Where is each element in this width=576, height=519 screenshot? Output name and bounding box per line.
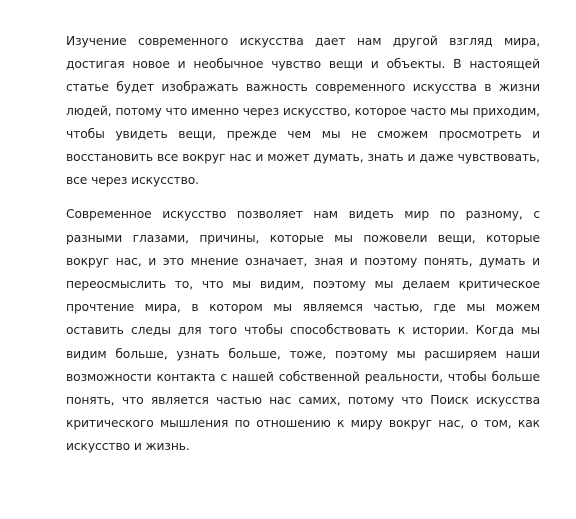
paragraph-1: Изучение современного искусства дает нам другой взгляд мира, достигая новое и необычное чувство вещи и объекты. В настоящей статье будет изображать важность современного искусства в жизни людей, потому что именно через искусство, которое часто мы приходим, чтобы увидеть вещи, прежде чем мы не сможем просмотреть и восстановить все вокруг нас и может думать, знать и даже чувствовать, все через искусство.: [66, 34, 540, 188]
essay-text: [66, 30, 540, 459]
paragraph-2: Современное искусство позволяет нам видеть мир по разному, с разными глазами, причины, которые мы пожовели вещи, которые вокруг нас, и это мнение означает, зная и поэтому понять, думать и переосмыслить то, что мы видим, поэтому мы делаем критическое прочтение мира, в котором мы являемся частью, где мы можем оставить следы для того чтобы способствовать к истории. Когда мы видим больше, узнать больше, тоже, поэтому мы расширяем наши возможности контакта с нашей собственной реальности, чтобы больше понять, что является частью нас самих, потому что Поиск искусства критического мышления по отношению к миру вокруг нас, о том, как искусство и жизнь.: [66, 207, 540, 454]
